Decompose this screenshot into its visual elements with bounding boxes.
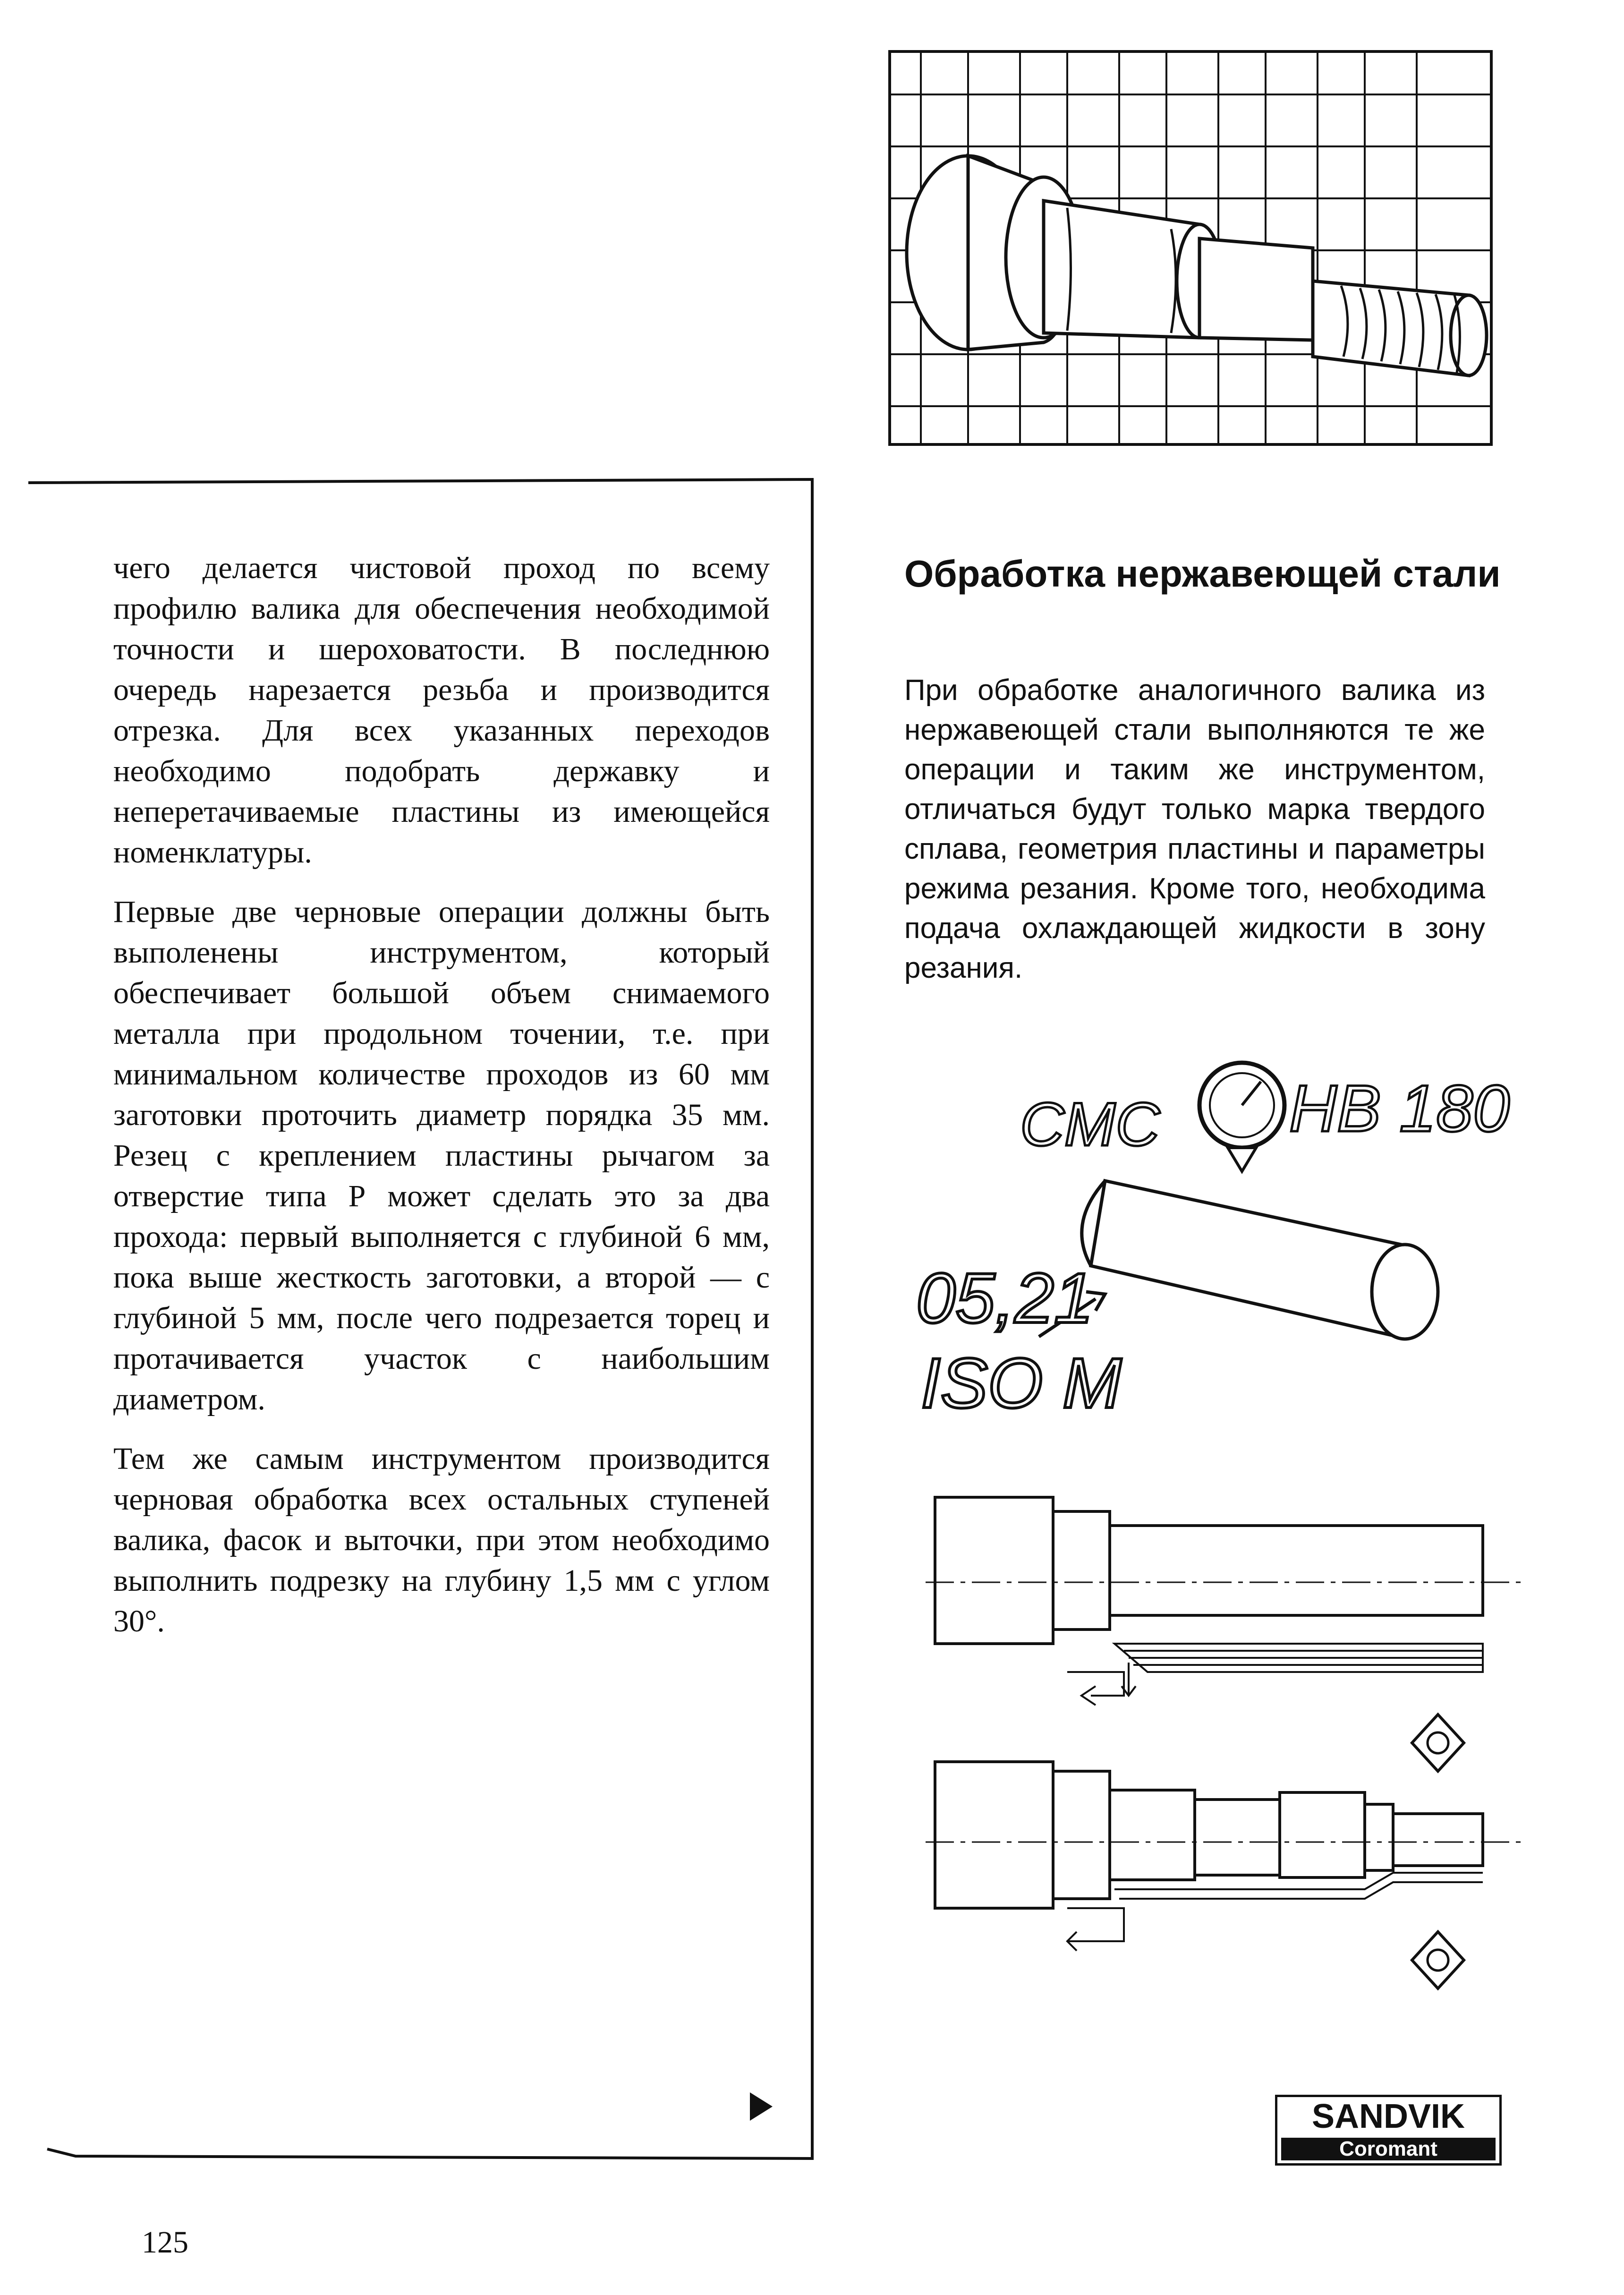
next-page-arrow-icon	[750, 2092, 773, 2121]
left-text-column	[113, 548, 770, 1661]
iso-label: ISO M	[921, 1343, 1122, 1422]
section-heading: Обработка нержавеющей стали	[904, 553, 1501, 595]
shaft-grid-figure	[888, 50, 1497, 451]
left-paragraph-2: Первые две черновые операции должны быть выполенены инструментом, который обеспечивает большой объем снимаемого металла при продольном точении, т.е. при минимальном количестве проходов из 60 мм заготовки проточить диаметр порядка 35 мм. Резец с креплением пластины рычагом за отверстие типа Р может сделать это за два прохода: первый выполняется с глубиной 6 мм, пока выше жесткость заготовки, а второй — с глубиной 5 мм, после чего подрезается торец и протачивается участок с наибольшим диаметром.	[113, 895, 770, 1416]
right-paragraph: При обработке аналогичного валика из нержавеющей стали выполняются те же операции и таким же инструментом, отличаться будут только марка твердого сплава, геометрия пластины и параметры режима резания. Кроме того, необходима подача охлаждающей жидкости в зону резания.	[904, 674, 1485, 984]
logo-line-1: SANDVIK	[1311, 2098, 1465, 2135]
left-paragraph-3: Тем же самым инструментом производится черновая обработка всех остальных ступеней валика, фасок и выточки, при этом необходимо выполнить подрезку на глубину 1,5 мм с углом 30°.	[113, 1442, 770, 1638]
sandvik-logo	[1275, 2095, 1502, 2166]
cmc-label: CMC	[1020, 1090, 1160, 1159]
logo-line-2: Coromant	[1281, 2138, 1496, 2160]
left-paragraph-1: чего делается чистовой проход по всему профилю валика для обеспечения необходимой точности и шероховатости. В последнюю очередь нарезается резьба и производится отрезка. Для всех указанных переходов необходимо подобрать державку и неперетачиваемые пластины из имеющейся номенклатуры.	[113, 551, 770, 870]
cmc-code-label: 05,21	[916, 1258, 1094, 1338]
material-figure	[897, 1053, 1525, 1422]
machining-diagrams	[926, 1488, 1525, 2078]
page-number: 125	[142, 2225, 188, 2260]
hardness-label: HB 180	[1289, 1071, 1510, 1145]
